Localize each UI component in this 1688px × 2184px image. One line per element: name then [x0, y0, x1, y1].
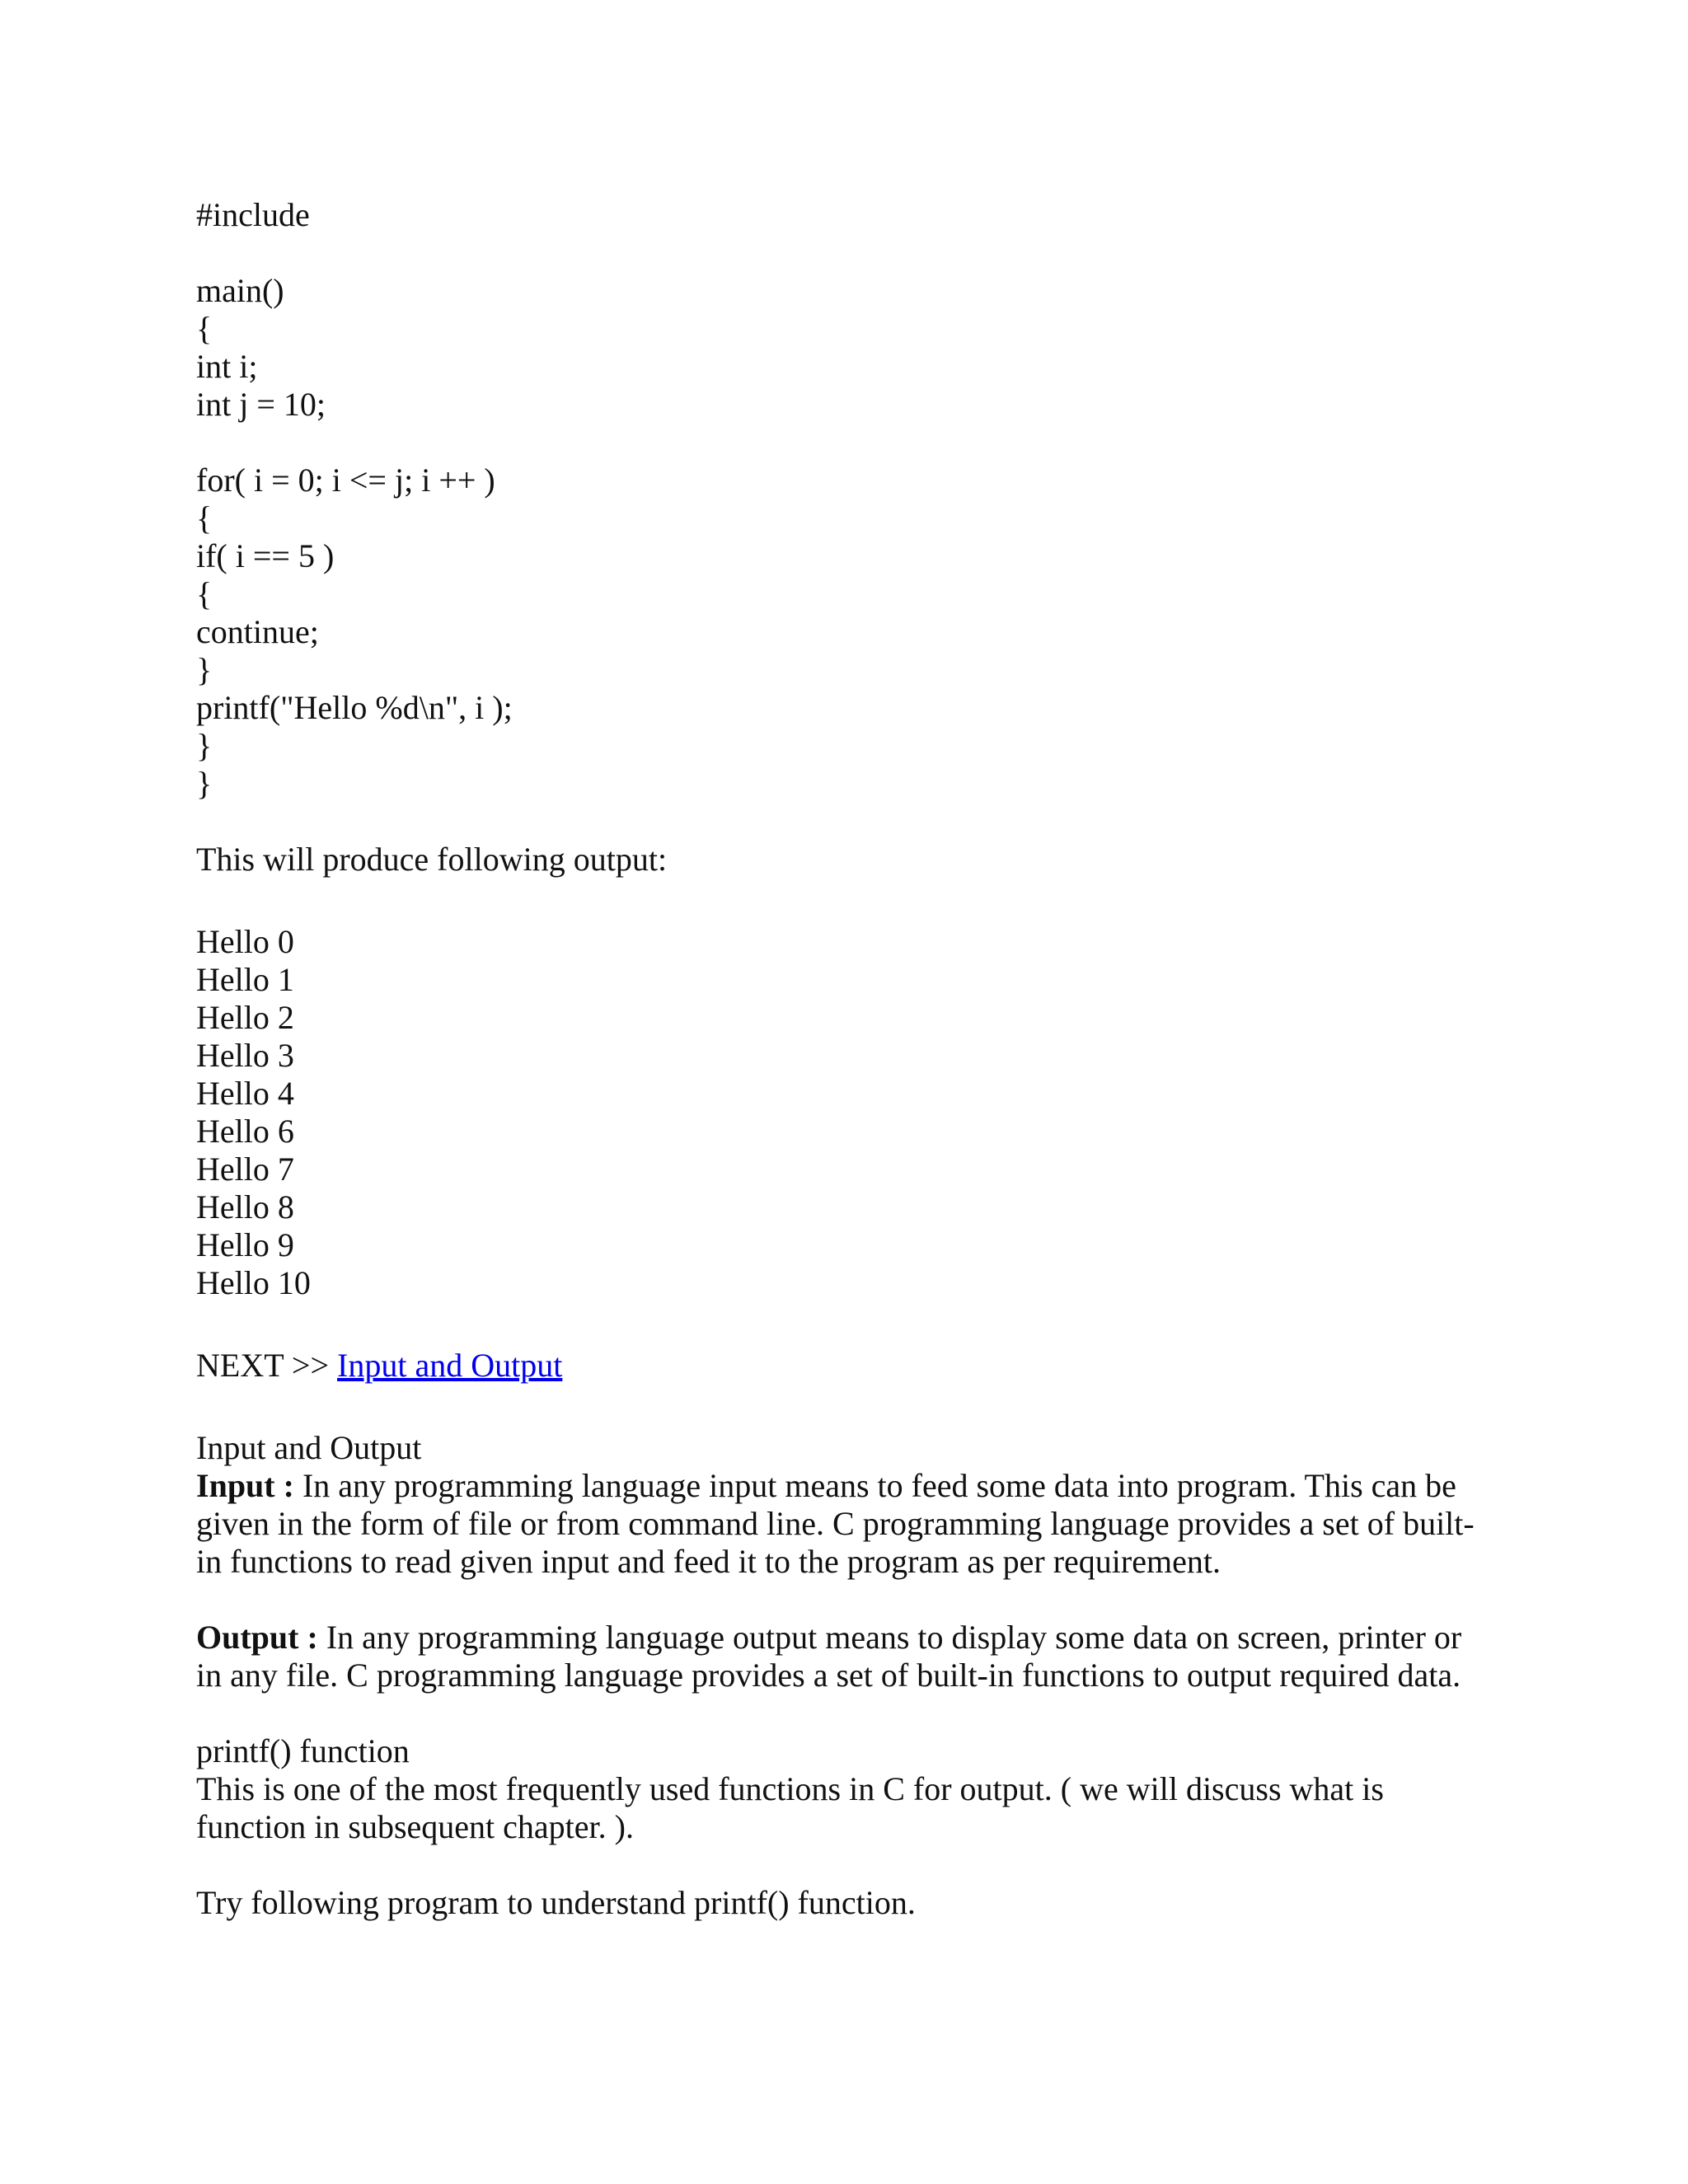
input-text: In any programming language input means to feed some data into program. This can be given in the form of file or from command line. C programming language provides a set of built-in functions to read given input and feed it to the program as per requirement. [196, 1467, 1475, 1580]
output-line: Hello 7 [196, 1151, 294, 1188]
code-line [196, 424, 1482, 462]
input-label: Input : [196, 1467, 294, 1504]
output-line: Hello 10 [196, 1264, 311, 1301]
spacer [196, 803, 1482, 841]
code-line: { [196, 310, 213, 347]
code-line: } [196, 765, 213, 802]
section-heading-input-output: Input and Output [196, 1429, 422, 1466]
output-line: Hello 6 [196, 1113, 294, 1150]
printf-paragraph: This is one of the most frequently used functions in C for output. ( we will discuss what is function in subsequent chapter. ). [196, 1770, 1384, 1845]
next-prefix: NEXT >> [196, 1347, 338, 1384]
output-line: Hello 0 [196, 923, 294, 960]
code-line: { [196, 575, 213, 612]
code-line: printf("Hello %d\n", i ); [196, 689, 513, 726]
spacer [196, 1846, 1482, 1884]
spacer [196, 1694, 1482, 1732]
spacer [196, 1385, 1482, 1429]
code-line: main() [196, 272, 284, 309]
spacer [196, 1302, 1482, 1347]
spacer [196, 234, 1482, 272]
code-line: } [196, 727, 213, 764]
spacer [196, 1581, 1482, 1619]
code-block [196, 272, 1482, 803]
next-navigation [196, 1347, 1482, 1385]
code-line: if( i == 5 ) [196, 537, 335, 574]
output-line: Hello 1 [196, 961, 294, 998]
section-heading-printf: printf() function [196, 1732, 410, 1769]
spacer [196, 879, 1482, 923]
input-paragraph [196, 1467, 1482, 1581]
output-line: Hello 4 [196, 1075, 294, 1112]
code-line: { [196, 499, 213, 537]
next-link-input-and-output[interactable]: Input and Output [337, 1347, 563, 1384]
code-include-line: #include [196, 196, 310, 233]
output-block [196, 923, 1482, 1302]
output-label: Output : [196, 1619, 318, 1656]
output-line: Hello 2 [196, 999, 294, 1036]
output-intro: This will produce following output: [196, 841, 668, 878]
output-line: Hello 3 [196, 1037, 294, 1074]
document-page [196, 196, 1482, 1922]
code-line: for( i = 0; i <= j; i ++ ) [196, 462, 495, 499]
output-line: Hello 8 [196, 1188, 294, 1226]
code-line: continue; [196, 613, 319, 650]
output-paragraph [196, 1619, 1482, 1694]
code-line: int j = 10; [196, 386, 326, 423]
code-line: int i; [196, 348, 258, 385]
output-line: Hello 9 [196, 1226, 294, 1263]
try-paragraph: Try following program to understand printf() function. [196, 1884, 916, 1921]
code-line: } [196, 651, 213, 688]
output-text: In any programming language output means to display some data on screen, printer or in any file. C programming language provides a set of built-in functions to output required data. [196, 1619, 1462, 1694]
